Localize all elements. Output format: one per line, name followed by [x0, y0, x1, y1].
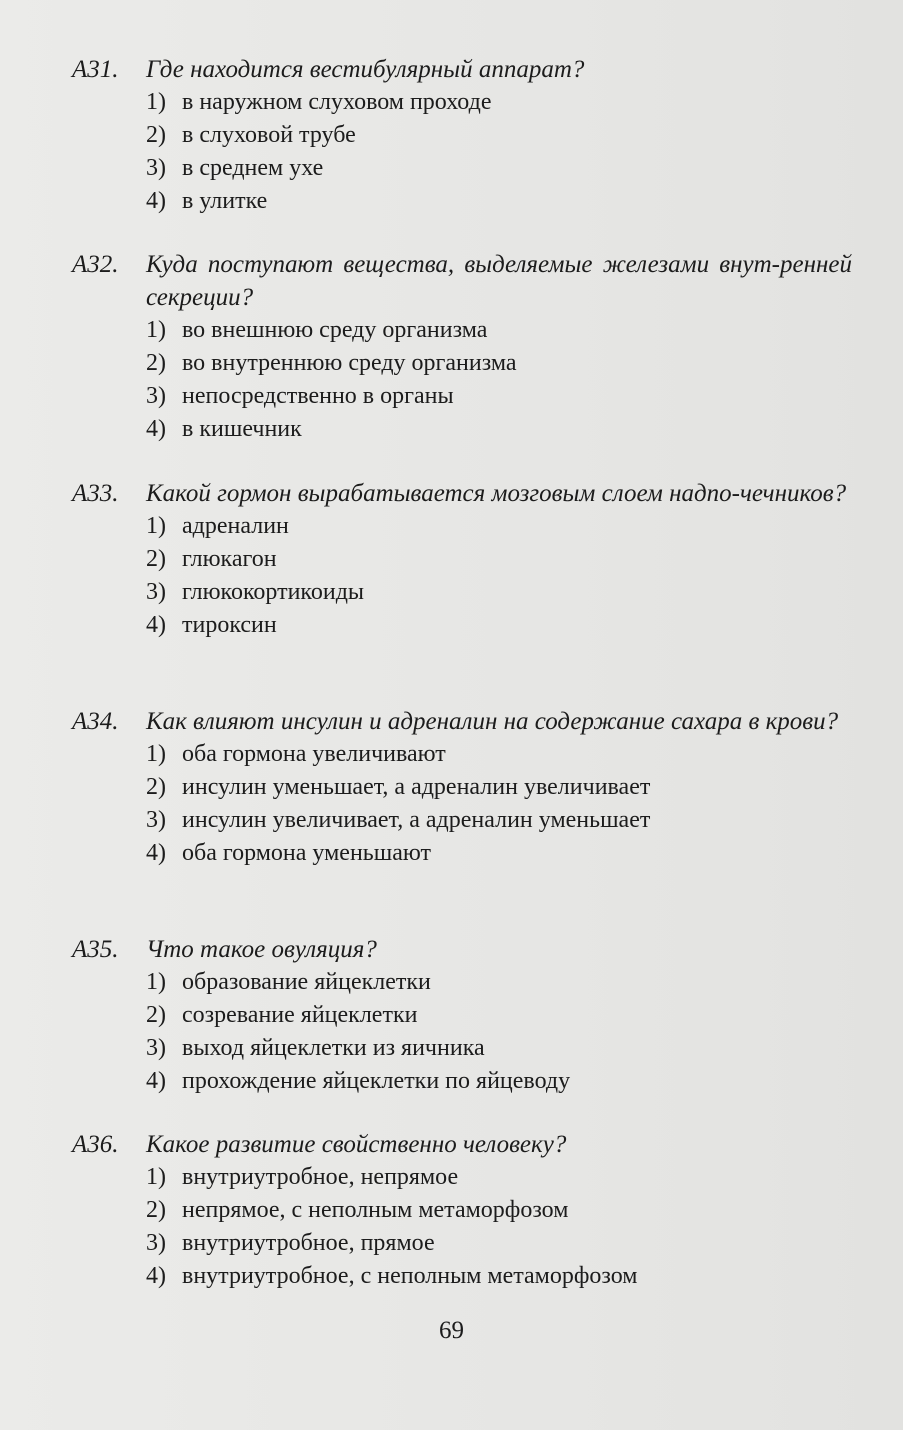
option-number: 4): [146, 1263, 166, 1289]
option-number: 4): [146, 1068, 166, 1094]
answer-option: [146, 1065, 852, 1098]
option-text: инсулин уменьшает, а адреналин увеличивает: [182, 774, 651, 800]
question-text: Где находится вестибулярный аппарат?: [146, 56, 585, 83]
option-text: непосредственно в органы: [182, 383, 454, 409]
answer-option: [146, 609, 852, 642]
option-number: 3): [146, 383, 166, 409]
question-text: Какой гормон вырабатывается мозговым слоем надпо-чечников?: [146, 480, 847, 507]
answer-option: [146, 1227, 852, 1260]
question-a34: [72, 705, 852, 870]
question-header: [72, 933, 852, 966]
question-a31: [72, 53, 852, 218]
answer-options: [146, 1161, 852, 1293]
answer-options: [146, 966, 852, 1098]
option-number: 2): [146, 1002, 166, 1028]
answer-option: [146, 119, 852, 152]
question-text: Как влияют инсулин и адреналин на содержание сахара в крови?: [146, 708, 839, 735]
question-header: [72, 705, 852, 738]
answer-option: [146, 185, 852, 218]
question-header: [72, 1128, 852, 1161]
option-number: 4): [146, 188, 166, 214]
option-number: 1): [146, 1164, 166, 1190]
answer-option: [146, 738, 852, 771]
option-number: 3): [146, 1035, 166, 1061]
answer-option: [146, 1260, 852, 1293]
answer-option: [146, 966, 852, 999]
answer-option: [146, 804, 852, 837]
option-number: 2): [146, 350, 166, 376]
option-text: глюкагон: [182, 546, 277, 572]
page-number: 69: [439, 1317, 464, 1344]
option-text: непрямое, с неполным метаморфозом: [182, 1197, 569, 1223]
answer-option: [146, 86, 852, 119]
answer-option: [146, 510, 852, 543]
option-number: 1): [146, 513, 166, 539]
question-a32: [72, 248, 852, 446]
option-text: тироксин: [182, 612, 277, 638]
option-number: 4): [146, 840, 166, 866]
question-text: Куда поступают вещества, выделяемые железами внут-ренней секреции?: [146, 251, 852, 311]
question-number: A33.: [72, 480, 119, 507]
question-number: A36.: [72, 1131, 119, 1158]
question-number: A35.: [72, 936, 119, 963]
question-header: [72, 477, 852, 510]
option-text: выход яйцеклетки из яичника: [182, 1035, 485, 1061]
option-text: инсулин увеличивает, а адреналин уменьшает: [182, 807, 651, 833]
option-text: оба гормона увеличивают: [182, 741, 446, 767]
answer-option: [146, 771, 852, 804]
option-text: глюкокортикоиды: [182, 579, 365, 605]
option-text: адреналин: [182, 513, 289, 539]
option-text: в улитке: [182, 188, 268, 214]
option-text: в кишечник: [182, 416, 302, 442]
option-number: 3): [146, 155, 166, 181]
option-number: 1): [146, 741, 166, 767]
option-number: 1): [146, 317, 166, 343]
option-number: 2): [146, 774, 166, 800]
answer-options: [146, 86, 852, 218]
question-header: [72, 248, 852, 314]
option-number: 2): [146, 122, 166, 148]
option-text: образование яйцеклетки: [182, 969, 431, 995]
option-text: оба гормона уменьшают: [182, 840, 431, 866]
question-number: A31.: [72, 56, 119, 83]
answer-options: [146, 314, 852, 446]
answer-option: [146, 380, 852, 413]
question-a33: [72, 477, 852, 642]
answer-option: [146, 1194, 852, 1227]
question-a36: [72, 1128, 852, 1293]
answer-option: [146, 314, 852, 347]
question-text: Какое развитие свойственно человеку?: [146, 1131, 567, 1158]
option-text: во внутреннюю среду организма: [182, 350, 517, 376]
option-text: внутриутробное, непрямое: [182, 1164, 459, 1190]
option-number: 2): [146, 1197, 166, 1223]
answer-options: [146, 738, 852, 870]
question-text: Что такое овуляция?: [146, 936, 377, 963]
option-text: во внешнюю среду организма: [182, 317, 488, 343]
answer-option: [146, 413, 852, 446]
answer-options: [146, 510, 852, 642]
option-number: 2): [146, 546, 166, 572]
option-text: внутриутробное, с неполным метаморфозом: [182, 1263, 638, 1289]
question-header: [72, 53, 852, 86]
option-text: прохождение яйцеклетки по яйцеводу: [182, 1068, 571, 1094]
option-text: внутриутробное, прямое: [182, 1230, 435, 1256]
answer-option: [146, 152, 852, 185]
option-number: 4): [146, 416, 166, 442]
option-text: в слуховой трубе: [182, 122, 356, 148]
option-number: 3): [146, 579, 166, 605]
question-a35: [72, 933, 852, 1098]
option-number: 1): [146, 89, 166, 115]
question-number: A34.: [72, 708, 119, 735]
answer-option: [146, 1161, 852, 1194]
answer-option: [146, 347, 852, 380]
option-number: 3): [146, 807, 166, 833]
question-number: A32.: [72, 251, 119, 278]
option-number: 3): [146, 1230, 166, 1256]
answer-option: [146, 543, 852, 576]
option-number: 4): [146, 612, 166, 638]
answer-option: [146, 576, 852, 609]
option-number: 1): [146, 969, 166, 995]
answer-option: [146, 837, 852, 870]
option-text: в наружном слуховом проходе: [182, 89, 492, 115]
answer-option: [146, 999, 852, 1032]
answer-option: [146, 1032, 852, 1065]
option-text: созревание яйцеклетки: [182, 1002, 418, 1028]
option-text: в среднем ухе: [182, 155, 324, 181]
